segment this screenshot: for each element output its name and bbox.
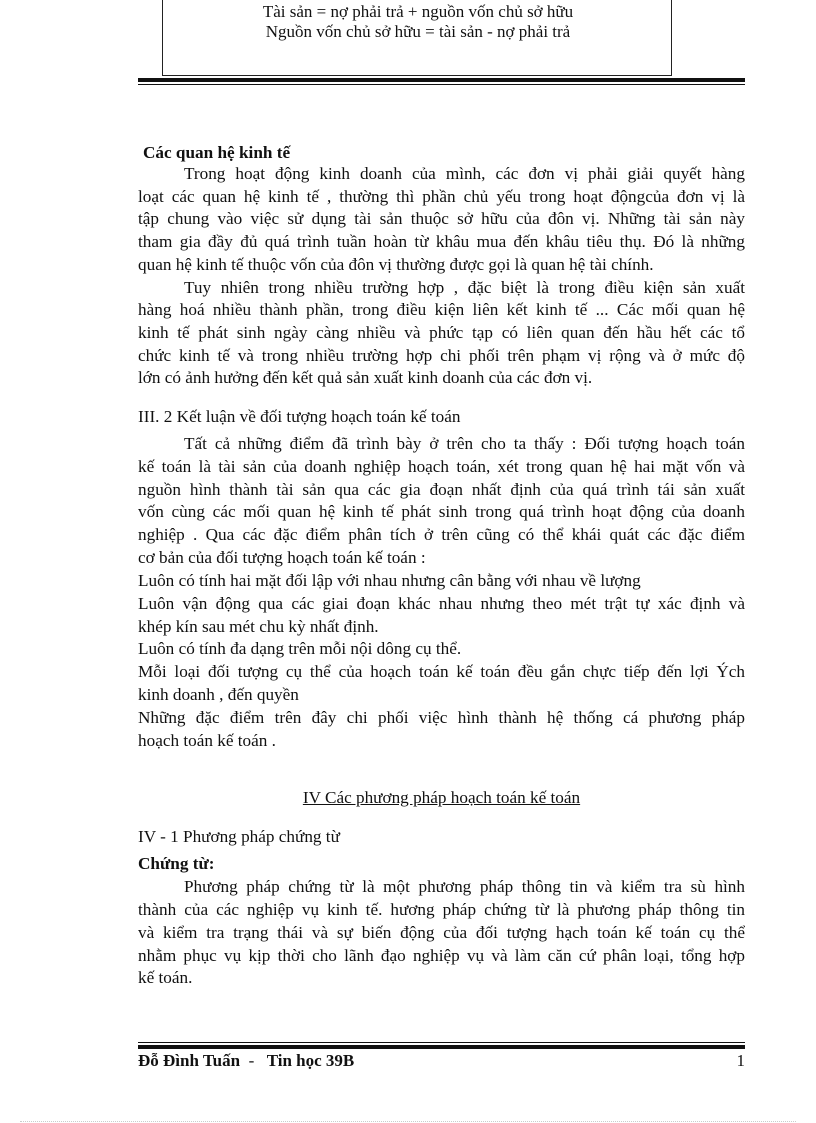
header-rule-thick [138,78,745,82]
footer-rule-thin [138,1042,745,1043]
page-bottom-edge [20,1121,796,1122]
heading-economic-relations: Các quan hệ kinh tế [143,143,291,162]
paragraph-line: Trong hoạt động kinh doanh của mình, các đơn vị phải giải quyết hàng [184,164,745,183]
paragraph-line: nhằm phục vụ kịp thời cho lãnh đạo nghiệp vụ và làm căn cứ phân loại, tổng hợp [138,946,745,965]
paragraph-line: và kiểm tra trạng thái và sự biến động của đối tượng hạch toán kế toán cụ thể [138,923,745,942]
paragraph-line: hoạch toán kế toán . [138,731,276,750]
paragraph-line: loạt các quan hệ kinh tế , thường thì phần chủ yếu trong hoạt độngcủa đơn vị là [138,187,745,206]
footer-author-info [138,1051,354,1071]
paragraph-line: tham gia đầy đủ quá trình tuần hoàn từ khâu mua đến khâu tiêu thụ. Đó là những [138,232,745,251]
paragraph-line: nguồn hình thành tài sản qua các gia đoạn nhất định của quá trình tái sản xuất [138,480,745,499]
characteristic-line: Mỗi loại đối tượng cụ thể của hoạch toán kế toán đều gắn chực tiếp đến lợi Ých [138,662,745,681]
paragraph-line: Phương pháp chứng từ là một phương pháp thông tin và kiểm tra sù hình [184,877,745,896]
characteristic-line: Luôn có tính đa dạng trên mỗi nội dông cụ thể. [138,639,462,658]
section-title-methods: IV Các phương pháp hoạch toán kế toán [302,788,581,807]
footer-separator: - [248,1051,255,1070]
paragraph-line: kinh tế phát sinh ngày càng nhiều và phức tạp có liên quan đến hầu hết các tổ [138,323,745,342]
paragraph-line: lớn có ảnh hưởng đến kết quả sản xuất kinh doanh của các đơn vị. [138,368,593,387]
heading-conclusion: III. 2 Kết luận về đối tượng hoạch toán kế toán [138,407,461,426]
footer-page-number: 1 [736,1051,745,1070]
paragraph-line: chức kinh tế và trong nhiều trường hợp chi phối trên phạm vị rộng và ở mức độ [138,346,745,365]
characteristic-line: Luôn vận động qua các giai đoạn khác nhau nhưng theo mét trật tự xác định và [138,594,745,613]
paragraph-line: hàng hoá nhiều thành phần, trong điều kiện liên kết kinh tế ... Các mối quan hệ [138,300,745,319]
footer-author: Đỗ Đình Tuấn [138,1051,241,1070]
formula-box [162,0,672,76]
characteristic-line: kinh doanh , đến quyền [138,685,299,704]
formula-equity: Nguồn vốn chủ sở hữu = tài sản - nợ phải trả [265,22,571,41]
paragraph-line: kế toán. [138,968,193,987]
paragraph-line: vốn cùng các mối quan hệ kinh tế phát sinh trong quá trình hoạt động của doanh [138,502,745,521]
characteristic-line: Luôn có tính hai mặt đối lập với nhau nhưng cân bằng với nhau về lượng [138,571,641,590]
footer-rule-thick [138,1045,745,1049]
subheading-documents-method: IV - 1 Phương pháp chứng từ [138,827,340,846]
paragraph-line: thành của các nghiệp vụ kinh tế. hương pháp chứng từ là phương pháp thông tin [138,900,745,919]
characteristic-line: khép kín sau mét chu kỳ nhất định. [138,617,379,636]
paragraph-line: kế toán là tài sản của doanh nghiệp hoạch toán, xét trong quan hệ hai mặt vốn và [138,457,745,476]
formula-assets: Tài sản = nợ phải trả + nguồn vốn chủ sở hữu [262,2,574,21]
paragraph-line: quan hệ kinh tế thuộc vốn của đôn vị thường được gọi là quan hệ tài chính. [138,255,654,274]
paragraph-line: Tất cả những điểm đã trình bày ở trên cho ta thấy : Đối tượng hoạch toán [184,434,745,453]
paragraph-line: tập chung vào việc sử dụng tài sản thuộc sở hữu của đôn vị. Những tài sản này [138,209,745,228]
footer-class: Tin học 39B [266,1051,355,1070]
paragraph-line: Tuy nhiên trong nhiều trường hợp , đặc biệt là trong điều kiện sản xuất [184,278,745,297]
label-documents: Chứng từ: [138,854,215,873]
paragraph-line: nghiệp . Qua các đặc điểm phân tích ở trên cũng có thể khái quát các đặc điểm [138,525,745,544]
paragraph-line: Những đặc điểm trên đây chi phối việc hình thành hệ thống cá phương pháp [138,708,745,727]
paragraph-line: cơ bản của đối tượng hoạch toán kế toán : [138,548,426,567]
header-rule-thin [138,84,745,85]
